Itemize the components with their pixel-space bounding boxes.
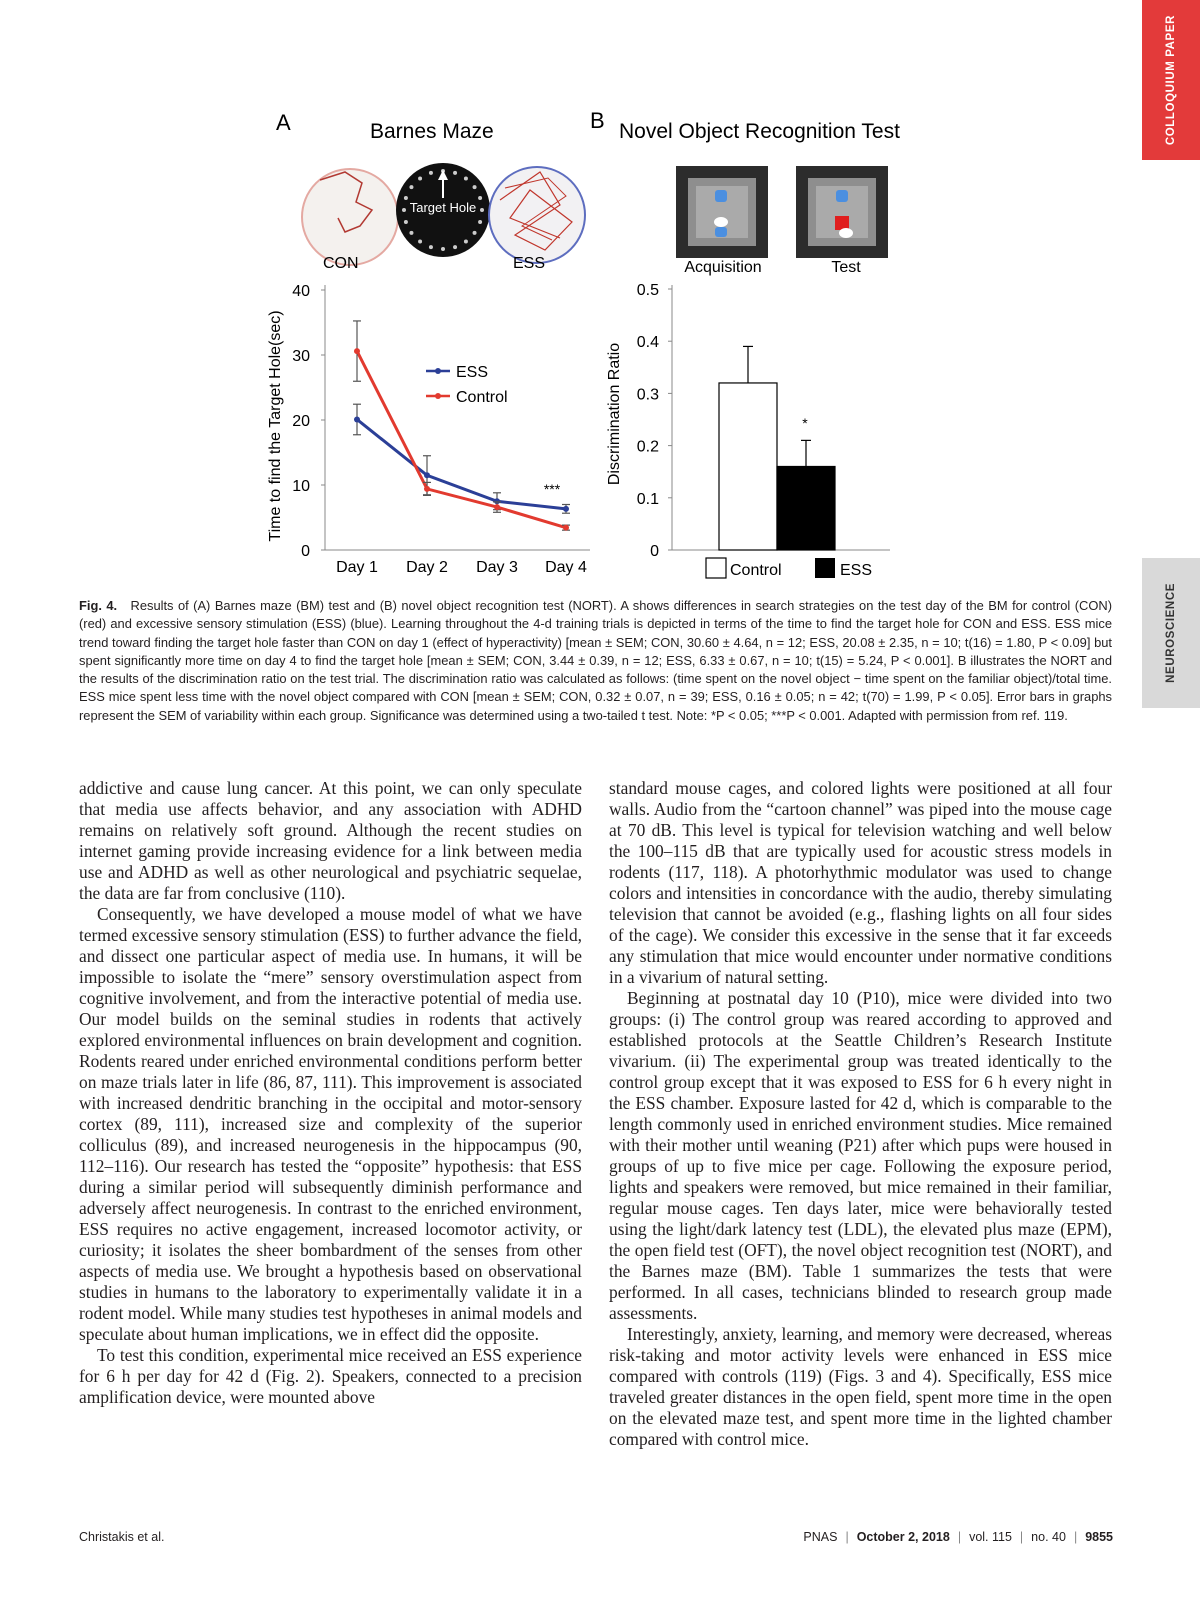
acquisition-photo — [676, 166, 768, 258]
chart-a-xtick: Day 3 — [476, 559, 518, 576]
chart-a-ytick: 20 — [292, 413, 310, 430]
chart-a-ytick: 40 — [292, 283, 310, 300]
chart-b-ytick: 0.1 — [636, 490, 659, 508]
paragraph: Beginning at postnatal day 10 (P10), mice were divided into two groups: (i) The control group was reared according to approved and established protocols at the Seattle Children’s Research Institute vivarium. (ii) The experimental group was treated identically to the control group except that it was exposed to ESS for 6 h every night in the ESS chamber. Exposure lasted for 42 d, which is comparable to the length commonly used in enriched environment studies. Mice remained with their mother until weaning (P21) after which pups were housed in groups of up to five mice per cage. Following the exposure period, lights and speakers were removed, but mice remained in their familiar, regular mouse cages. Ten days later, mice were behaviorally tested using the light/dark latency test (LDL), the elevated plus maze (EPM), the open field test (OFT), the novel object recognition test (NORT), and the Barnes maze (BM). Table 1 summarizes the tests that were performed. In all cases, technicians blinded to research group made assessments. — [609, 988, 1112, 1323]
maze-hole — [404, 220, 408, 224]
test-label: Test — [831, 259, 861, 276]
chart-a-xtick: Day 1 — [336, 559, 378, 576]
panel-b-letter: B — [590, 108, 605, 133]
maze-hole — [409, 185, 413, 189]
maze-con-image — [302, 169, 398, 265]
chart-a-ytick: 30 — [292, 348, 310, 365]
maze-hole — [478, 220, 482, 224]
test-photo — [796, 166, 888, 258]
panel-a-letter: A — [276, 110, 291, 135]
body-right-column — [609, 778, 1112, 1450]
maze-con-label: CON — [323, 255, 359, 272]
maze-hole — [453, 245, 457, 249]
paragraph: Consequently, we have developed a mouse model of what we have termed excessive sensory stimulation (ESS) to further advance the field, and dissect one particular aspect of media use. In humans, it will be impossible to isolate the “mere” sensory overstimulation aspect from cognitive involvement, and from the interactive potential of media use. Our model builds on the seminal studies in rodents that actively explored environmental influences on brain development and cognition. Rodents reared under enriched environmental conditions perform better on maze trials later in life (86, 87, 111). This improvement is associated with increased dendritic branching in the occipital and motor-sensory cortex (89, 111), increased size and complexity of the superior colliculus (89), and increased neurogenesis in the hippocampus (90, 112–116). Our research has tested the “opposite” hypothesis: that ESS during a similar period will subsequently diminish performance and adversely affect neurogenesis. In contrast to the enriched environment, ESS requires no active engagement, increased locomotor activity, or curiosity; it isolates the sheer bombardment of the senses from other aspects of media use. We brought a hypothesis based on observational studies in humans to the laboratory to experimentally validate it in a rodent model. While many studies test hypotheses in animal models and speculate about human implications, we in effect did the opposite. — [79, 904, 582, 1344]
target-hole-label: Target Hole — [409, 200, 477, 215]
footer-date: October 2, 2018 — [856, 1530, 950, 1544]
maze-hole — [480, 208, 484, 212]
chart-b-ytick: 0.4 — [636, 334, 659, 352]
chart-a-ytick: 0 — [301, 543, 310, 560]
maze-hole — [473, 185, 477, 189]
maze-ess-image — [489, 167, 585, 263]
colloquium-paper-label: COLLOQUIUM PAPER — [1164, 14, 1177, 146]
panel-a-title: Barnes Maze — [370, 120, 494, 143]
figure-caption — [79, 597, 1112, 725]
caption-label: Fig. 4. — [79, 598, 118, 613]
acquisition-label: Acquisition — [684, 259, 762, 276]
data-point-control — [354, 348, 360, 354]
chart-b-significance: * — [802, 415, 808, 431]
legend-control: Control — [456, 389, 508, 406]
footer-page: 9855 — [1085, 1530, 1113, 1544]
maze-hole — [464, 240, 468, 244]
data-point-ess — [563, 506, 569, 512]
footer-journal: PNAS — [803, 1530, 838, 1544]
legend-b-ess: ESS — [840, 562, 873, 579]
maze-hole — [418, 240, 422, 244]
paragraph: addictive and cause lung cancer. At this point, we can only speculate that media use affects behavior, and any association with ADHD remains on relatively soft ground. Although the recent studies on internet gaming provide increasing evidence for a link between media use and ADHD as well as other neurological and psychiatric sequelae, the data are far from conclusive (110). — [79, 778, 582, 903]
data-point-ess — [354, 416, 360, 422]
chart-b-ytick: 0.2 — [636, 438, 659, 456]
maze-hole — [464, 176, 468, 180]
chart-b-legend — [706, 558, 872, 579]
chart-a-ylabel: Time to find the Target Hole(sec) — [267, 310, 284, 542]
data-point-control — [494, 504, 500, 510]
chart-a-significance: *** — [543, 481, 561, 497]
maze-hole — [473, 231, 477, 235]
chart-b-ylabel: Discrimination Ratio — [606, 342, 623, 486]
maze-hole — [402, 208, 406, 212]
maze-hole — [418, 176, 422, 180]
caption-text: Results of (A) Barnes maze (BM) test and (B) novel object recognition test (NORT). A shows differences in search strategies on the test day of the BM for control (CON) (red) and excessive sensory stimulation (ESS) (blue). Learning throughout the 4-d training trials is depicted in terms of the time to find the target hole for CON and ESS. ESS mice trend toward finding the target hole faster than CON on day 1 (effect of hyperactivity) [mean ± SEM; CON, 30.60 ± 4.64, n = 12; ESS, 20.08 ± 2.35, n = 10; t(16) = 1.80, P < 0.09] but spent significantly more time on day 4 to find the target hole [mean ± SEM; CON, 3.44 ± 0.39, n = 12; ESS, 6.33 ± 0.67, n = 10; t(15) = 5.24, P < 0.001]. B illustrates the NORT and the results of the discrimination ratio on the test trial. The discrimination ratio was calculated as follows: (time spent on the novel object − time spent on the familiar object)/total time. ESS mice spent less time with the novel object compared with CON [mean ± SEM; CON, 0.32 ± 0.07, n = 39; ESS, 0.16 ± 0.05; n = 42; t(70) = 1.99, P < 0.05]. Error bars in graphs represent the SEM of variability within each group. Significance was determined using a two-tailed t test. Note: *P < 0.05; ***P < 0.001. Adapted with permission from ref. 119. — [79, 598, 1112, 723]
footer-citation: PNAS | October 2, 2018 | vol. 115 | no. 40 | 9855 — [803, 1530, 1113, 1544]
section-label: NEUROSCIENCE — [1164, 583, 1177, 683]
legend-b-control: Control — [730, 562, 782, 579]
footer-issue: no. 40 — [1031, 1530, 1066, 1544]
maze-hole — [453, 171, 457, 175]
figure-4 — [0, 0, 1200, 590]
maze-hole — [478, 196, 482, 200]
paragraph: Interestingly, anxiety, learning, and memory were decreased, whereas risk-taking and motor activity levels were enhanced in ESS mice compared with controls (119) (Figs. 3 and 4). Specifically, ESS mice traveled greater distances in the open field, spent more time in the open on the elevated maze test, and spent more time in the lighted chamber compared with control mice. — [609, 1324, 1112, 1449]
maze-hole — [404, 196, 408, 200]
chart-a-ytick: 10 — [292, 478, 310, 495]
maze-hole — [429, 171, 433, 175]
footer-volume: vol. 115 — [969, 1530, 1012, 1544]
maze-ess-label: ESS — [513, 255, 546, 272]
chart-a-xtick: Day 2 — [406, 559, 448, 576]
legend-ess: ESS — [456, 364, 489, 381]
data-point-control — [563, 525, 569, 531]
body-left-column — [79, 778, 582, 1408]
paragraph: standard mouse cages, and colored lights were positioned at all four walls. Audio from the “cartoon channel” was piped into the mouse cage at 70 dB. This level is typical for television watching and well below the 100–115 dB that are typically used for acoustic stress models in rodents (117, 118). A photorhythmic modulator was used to change colors and intensities in concordance with the audio, thereby simulating television that cannot be avoided (e.g., flashing lights on all four sides of the cage). We consider this excessive in the sense that it far exceeds any stimulation that mice would encounter under normative conditions in a vivarium of natural setting. — [609, 778, 1112, 987]
chart-a-xtick: Day 4 — [545, 559, 587, 576]
maze-hole — [441, 247, 445, 251]
maze-target-image — [396, 163, 490, 257]
footer-authors: Christakis et al. — [79, 1530, 165, 1544]
data-point-ess — [424, 472, 430, 478]
chart-b-ytick: 0.5 — [636, 282, 659, 299]
paragraph: To test this condition, experimental mice received an ESS experience for 6 h per day for 42 d (Fig. 2). Speakers, connected to a precision amplification device, were mounted above — [79, 1345, 582, 1407]
chart-b-ytick: 0 — [650, 543, 659, 560]
maze-hole — [429, 245, 433, 249]
maze-hole — [409, 231, 413, 235]
data-point-control — [424, 486, 430, 492]
chart-a-legend — [426, 364, 508, 406]
series-line-ess — [357, 419, 566, 508]
bar-ess — [777, 466, 835, 550]
chart-b-ytick: 0.3 — [636, 386, 659, 404]
bar-control — [719, 383, 777, 550]
panel-b-title: Novel Object Recognition Test — [619, 120, 900, 143]
